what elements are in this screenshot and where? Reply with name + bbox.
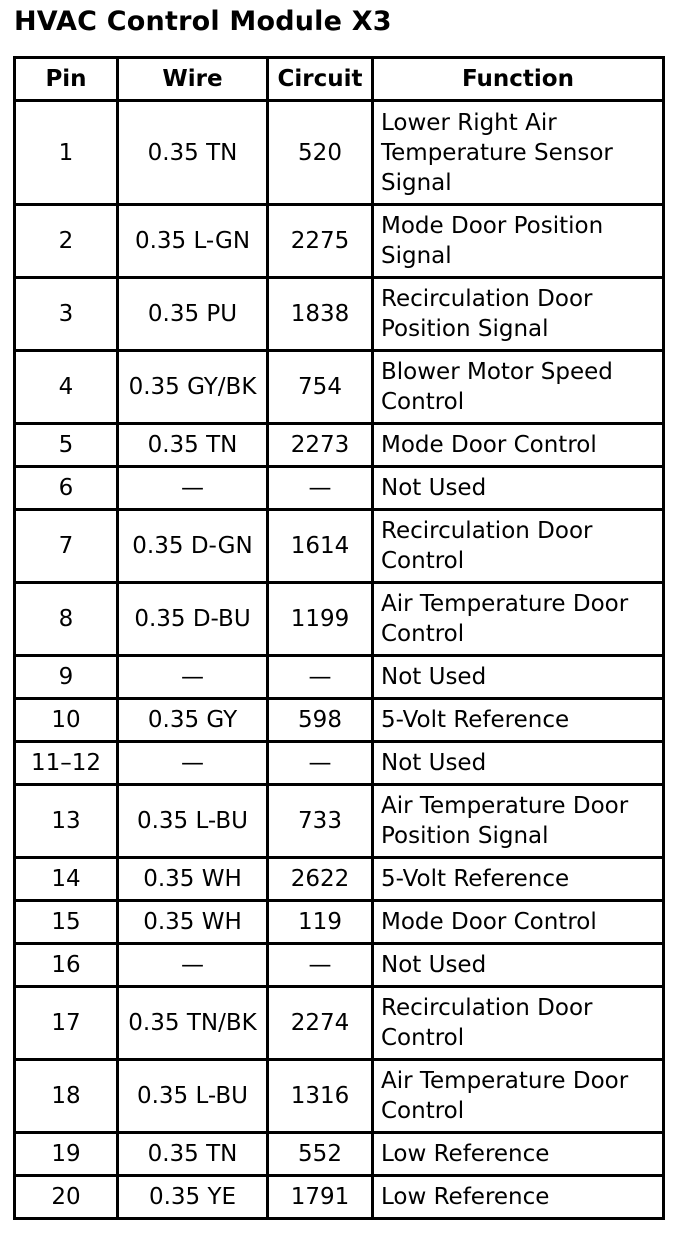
pin-cell: 9 (15, 656, 118, 699)
circuit-cell: 520 (268, 101, 373, 205)
pin-cell: 14 (15, 858, 118, 901)
function-cell: Low Reference (373, 1176, 664, 1219)
function-cell: Lower Right Air Temperature Sensor Signal (373, 101, 664, 205)
circuit-cell: 1791 (268, 1176, 373, 1219)
function-cell: Air Temperature Door Control (373, 583, 664, 656)
circuit-cell: — (268, 467, 373, 510)
pin-cell: 17 (15, 987, 118, 1060)
function-cell: 5-Volt Reference (373, 699, 664, 742)
wire-cell: — (118, 944, 268, 987)
pin-cell: 19 (15, 1133, 118, 1176)
circuit-cell: 2274 (268, 987, 373, 1060)
wire-cell: 0.35 GY (118, 699, 268, 742)
function-cell: Not Used (373, 467, 664, 510)
function-cell: Low Reference (373, 1133, 664, 1176)
wire-cell: 0.35 WH (118, 858, 268, 901)
table-row (15, 1133, 664, 1176)
circuit-cell: 733 (268, 785, 373, 858)
table-row (15, 467, 664, 510)
pinout-table (13, 56, 665, 1220)
table-row (15, 656, 664, 699)
wire-cell: 0.35 D-GN (118, 510, 268, 583)
table-row (15, 510, 664, 583)
circuit-cell: 1199 (268, 583, 373, 656)
function-cell: Recirculation Door Control (373, 987, 664, 1060)
wire-cell: 0.35 GY/BK (118, 351, 268, 424)
circuit-cell: 1316 (268, 1060, 373, 1133)
circuit-cell: 2275 (268, 205, 373, 278)
table-row (15, 699, 664, 742)
wire-cell: — (118, 467, 268, 510)
pin-cell: 7 (15, 510, 118, 583)
wire-cell: 0.35 TN/BK (118, 987, 268, 1060)
pin-cell: 1 (15, 101, 118, 205)
wire-cell: — (118, 656, 268, 699)
function-cell: Mode Door Control (373, 424, 664, 467)
wire-cell: — (118, 742, 268, 785)
wire-cell: 0.35 WH (118, 901, 268, 944)
table-row (15, 424, 664, 467)
function-cell: Recirculation Door Position Signal (373, 278, 664, 351)
function-cell: Air Temperature Door Control (373, 1060, 664, 1133)
header-function: Function (373, 58, 664, 101)
header-pin: Pin (15, 58, 118, 101)
page-title: HVAC Control Module X3 (14, 6, 392, 37)
circuit-cell: 598 (268, 699, 373, 742)
pin-cell: 15 (15, 901, 118, 944)
circuit-cell: — (268, 742, 373, 785)
circuit-cell: 2273 (268, 424, 373, 467)
table-row (15, 901, 664, 944)
header-circuit: Circuit (268, 58, 373, 101)
table-row (15, 583, 664, 656)
circuit-cell: — (268, 656, 373, 699)
table-row (15, 1060, 664, 1133)
function-cell: Mode Door Control (373, 901, 664, 944)
pin-cell: 4 (15, 351, 118, 424)
circuit-cell: 754 (268, 351, 373, 424)
table-row (15, 987, 664, 1060)
table-row (15, 101, 664, 205)
function-cell: Recirculation Door Control (373, 510, 664, 583)
pin-cell: 18 (15, 1060, 118, 1133)
function-cell: Mode Door Position Signal (373, 205, 664, 278)
table-row (15, 858, 664, 901)
function-cell: Blower Motor Speed Control (373, 351, 664, 424)
header-row (15, 58, 664, 101)
function-cell: Not Used (373, 656, 664, 699)
pin-cell: 16 (15, 944, 118, 987)
function-cell: Air Temperature Door Position Signal (373, 785, 664, 858)
wire-cell: 0.35 L-BU (118, 1060, 268, 1133)
table-row (15, 351, 664, 424)
wire-cell: 0.35 L-BU (118, 785, 268, 858)
table-row (15, 205, 664, 278)
pin-cell: 20 (15, 1176, 118, 1219)
table-row (15, 1176, 664, 1219)
wire-cell: 0.35 TN (118, 1133, 268, 1176)
table-row (15, 278, 664, 351)
table-row (15, 742, 664, 785)
pin-cell: 6 (15, 467, 118, 510)
pin-cell: 10 (15, 699, 118, 742)
circuit-cell: 119 (268, 901, 373, 944)
wire-cell: 0.35 D-BU (118, 583, 268, 656)
function-cell: Not Used (373, 944, 664, 987)
circuit-cell: — (268, 944, 373, 987)
wire-cell: 0.35 PU (118, 278, 268, 351)
circuit-cell: 552 (268, 1133, 373, 1176)
circuit-cell: 2622 (268, 858, 373, 901)
table-row (15, 785, 664, 858)
function-cell: Not Used (373, 742, 664, 785)
pin-cell: 11–12 (15, 742, 118, 785)
pin-cell: 13 (15, 785, 118, 858)
circuit-cell: 1838 (268, 278, 373, 351)
wire-cell: 0.35 L-GN (118, 205, 268, 278)
wire-cell: 0.35 TN (118, 101, 268, 205)
pin-cell: 5 (15, 424, 118, 467)
wire-cell: 0.35 TN (118, 424, 268, 467)
table-row (15, 944, 664, 987)
header-wire: Wire (118, 58, 268, 101)
pin-cell: 3 (15, 278, 118, 351)
circuit-cell: 1614 (268, 510, 373, 583)
function-cell: 5-Volt Reference (373, 858, 664, 901)
pin-cell: 2 (15, 205, 118, 278)
pin-cell: 8 (15, 583, 118, 656)
wire-cell: 0.35 YE (118, 1176, 268, 1219)
